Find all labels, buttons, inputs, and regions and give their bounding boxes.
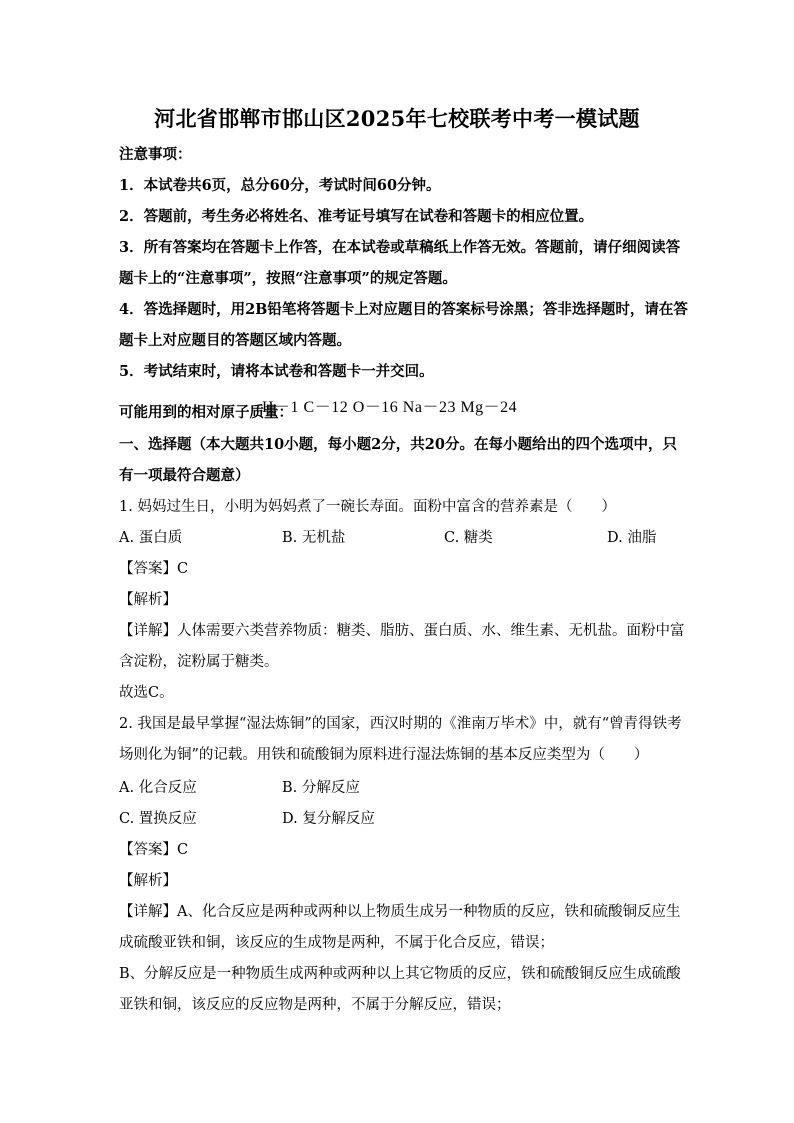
question-option: C. 置换反应	[119, 811, 197, 827]
question-option: B. 分解反应	[282, 780, 360, 796]
page-title: 河北省邯郸市邯山区2025年七校联考中考一模试题	[154, 106, 640, 131]
question-stem: 场则化为铜”的记载。用铁和硫酸铜为原料进行湿法炼铜的基本反应类型为（ ）	[119, 747, 649, 763]
notice-item: 1．本试卷共6页，总分60分，考试时间60分钟。	[119, 177, 441, 194]
section-heading: 有一项最符合题意）	[119, 467, 250, 484]
detail-text: 亚铁和铜，该反应的反应物是两种，不属于分解反应，错误；	[119, 997, 511, 1013]
question-option: D. 复分解反应	[282, 811, 375, 827]
section-heading: 一、选择题（本大题共10小题，每小题2分，共20分。在每小题给出的四个选项中，只	[119, 436, 677, 453]
analysis-label: 【解析】	[119, 873, 177, 889]
question-option: C. 糖类	[444, 530, 493, 546]
detail-text: 成硫酸亚铁和铜，该反应的生成物是两种，不属于化合反应，错误；	[119, 935, 554, 951]
question-option: D. 油脂	[607, 530, 657, 546]
atomic-mass-label: 可能用到的相对原子质量：	[119, 404, 293, 421]
detail-text: 【详解】A、化合反应是两种或两种以上物质生成另一种物质的反应，铁和硫酸铜反应生	[119, 904, 681, 920]
conclusion-text: 故选C。	[119, 685, 174, 701]
notice-item: 题卡上对应题目的答题区域内答题。	[119, 332, 351, 349]
detail-text: 含淀粉，淀粉属于糖类。	[119, 654, 279, 670]
detail-text: B、分解反应是一种物质生成两种或两种以上其它物质的反应，铁和硫酸铜反应生成硫酸	[119, 966, 681, 982]
notice-heading: 注意事项：	[119, 146, 192, 163]
question-option: B. 无机盐	[282, 530, 346, 546]
analysis-label: 【解析】	[119, 592, 177, 608]
detail-text: 【详解】人体需要六类营养物质：糖类、脂肪、蛋白质、水、维生素、无机盐。面粉中富	[119, 623, 685, 639]
question-option: A. 化合反应	[119, 780, 197, 796]
question-option: A. 蛋白质	[119, 530, 183, 546]
notice-item: 4．答选择题时，用2B铅笔将答题卡上对应题目的答案标号涂黑；答非选择题时，请在答	[119, 301, 688, 318]
notice-item: 3．所有答案均在答题卡上作答，在本试卷或草稿纸上作答无效。答题前，请仔细阅读答	[119, 239, 681, 256]
answer-label: 【答案】C	[119, 561, 189, 577]
notice-item: 2．答题前，考生务必将姓名、准考证号填写在试卷和答题卡的相应位置。	[119, 208, 594, 225]
question-stem: 1. 妈妈过生日，小明为妈妈煮了一碗长寿面。面粉中富含的营养素是（ ）	[119, 499, 616, 515]
notice-item: 题卡上的“注意事项”，按照“注意事项”的规定答题。	[119, 270, 457, 287]
answer-label: 【答案】C	[119, 842, 189, 858]
question-stem: 2. 我国是最早掌握“湿法炼铜”的国家，西汉时期的《淮南万毕术》中，就有“曾青得铁考	[119, 716, 682, 732]
atomic-mass-formula: H－1 C－12 O－16 Na－23 Mg－24	[262, 399, 518, 416]
notice-item: 5．考试结束时，请将本试卷和答题卡一并交回。	[119, 363, 434, 380]
